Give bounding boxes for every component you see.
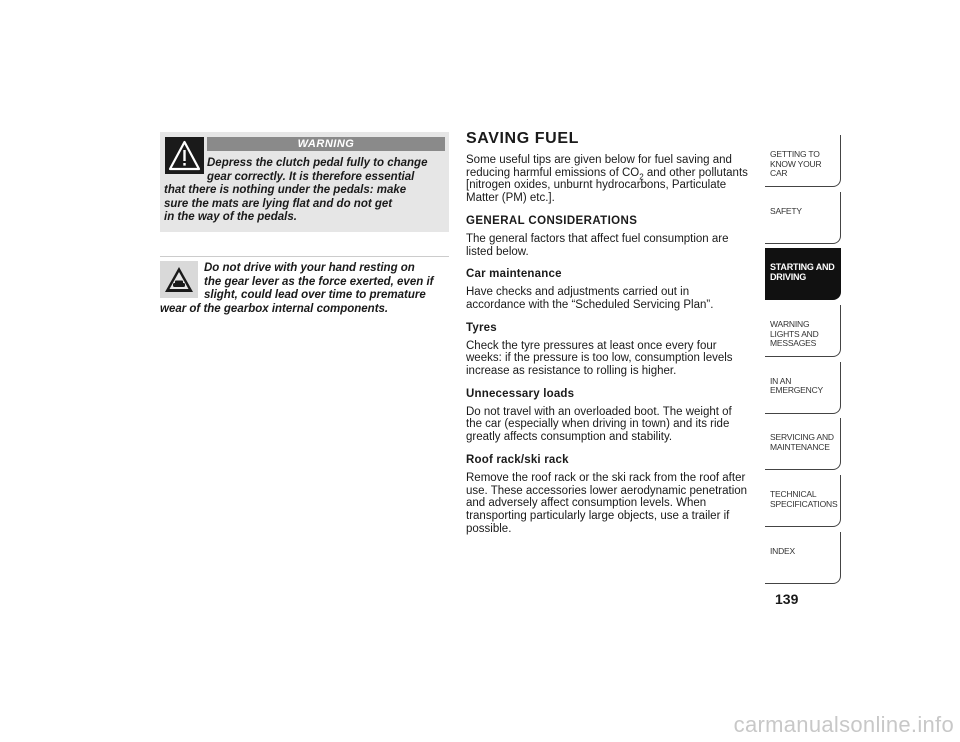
note-line: the gear lever as the force exerted, even if: [204, 275, 434, 288]
item-paragraph: Remove the roof rack or the ski rack from the roof after use. These accessories lower aerodynamic penetration and adversely affect consumption levels. When transporting particularly large objects, use a trailer if possible.: [466, 471, 748, 535]
note-text: [160, 262, 450, 316]
section-heading: GENERAL CONSIDERATIONS: [466, 214, 638, 227]
intro-text-b: and other pollutants [nitrogen oxides, unburnt hydrocarbons, Particulate Matter (PM) etc.].: [466, 166, 748, 205]
page-number: 139: [775, 591, 799, 607]
item-paragraph: Check the tyre pressures at least once every four weeks: if the pressure is too low, consumption levels increase as resistance to rolling is higher.: [466, 339, 733, 378]
warning-line: gear correctly. It is therefore essential: [207, 170, 415, 183]
item-paragraph: Do not travel with an overloaded boot. The weight of the car (especially when driving in town) and its ride greatly affects consumption and stability.: [466, 405, 732, 444]
item-heading: Roof rack/ski rack: [466, 453, 569, 466]
main-column: [466, 130, 748, 545]
intro-text-a: Some useful tips are given below for fuel saving and reducing harmful emissions of CO: [466, 154, 732, 179]
tab-servicing-and-maintenance[interactable]: SERVICING AND MAINTENANCE: [765, 418, 841, 470]
tab-starting-and-driving[interactable]: STARTING AND DRIVING: [765, 248, 841, 300]
warning-line: Depress the clutch pedal fully to change: [207, 157, 428, 169]
tab-index[interactable]: INDEX: [765, 532, 841, 584]
item-heading: Tyres: [466, 321, 497, 334]
item-paragraph: Have checks and adjustments carried out in accordance with the “Scheduled Servicing Plan”.: [466, 286, 714, 311]
intro-subscript: 2: [639, 172, 644, 181]
item-heading: Car maintenance: [466, 268, 562, 281]
note-line: Do not drive with your hand resting on: [204, 262, 415, 274]
page-title: SAVING FUEL: [466, 130, 579, 147]
note-line: slight, could lead over time to premature: [204, 289, 426, 301]
warning-line: that there is nothing under the pedals: make: [164, 184, 407, 196]
intro-paragraph: [466, 154, 748, 205]
tab-safety[interactable]: SAFETY: [765, 192, 841, 244]
tab-in-an-emergency[interactable]: IN AN EMERGENCY: [765, 362, 841, 414]
item-heading: Unnecessary loads: [466, 387, 575, 400]
chapter-tabs: [765, 135, 841, 589]
warning-text: [164, 157, 446, 225]
warning-line: in the way of the pedals.: [164, 211, 297, 223]
note-line: wear of the gearbox internal components.: [160, 302, 389, 315]
tab-technical-specifications[interactable]: TECHNICAL SPECIFICATIONS: [765, 475, 841, 527]
tab-getting-to-know-your-car[interactable]: GETTING TO KNOW YOUR CAR: [765, 135, 841, 187]
watermark: carmanualsonline.info: [733, 712, 954, 737]
warning-title: WARNING: [207, 137, 445, 151]
section-divider: [160, 256, 449, 257]
section-paragraph: The general factors that affect fuel consumption are listed below.: [466, 232, 729, 258]
warning-line: sure the mats are lying flat and do not get: [164, 197, 393, 210]
tab-warning-lights-and-messages[interactable]: WARNING LIGHTS AND MESSAGES: [765, 305, 841, 357]
